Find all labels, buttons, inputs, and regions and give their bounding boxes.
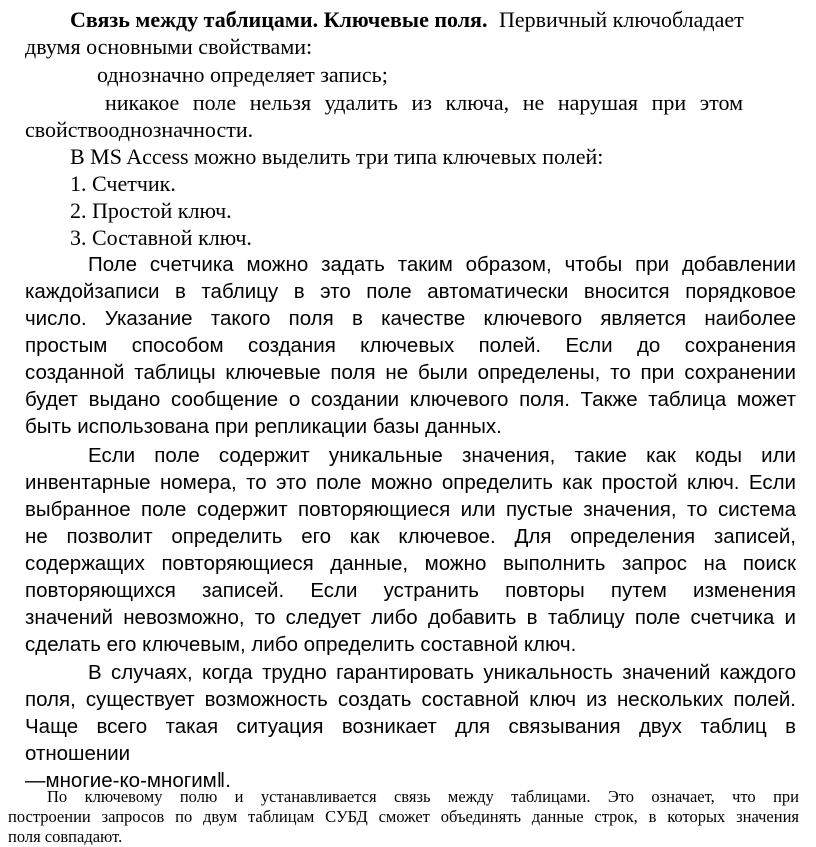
heading-rest: Первичный ключобладает <box>498 7 744 32</box>
simple-key-para-line: повторяющихся записей. Если устранить повторы путем изменения <box>25 579 796 602</box>
simple-key-para-line: сделать его ключевым, либо определить составной ключ. <box>25 633 577 656</box>
counter-para-line: будет выдано сообщение о создании ключевого поля. Также таблица может <box>25 388 796 411</box>
heading-line-1 <box>70 7 744 33</box>
counter-para-line: число. Указание такого поля в качестве ключевого является наиболее <box>25 307 796 330</box>
key-type-composite: 3. Составной ключ. <box>70 225 252 250</box>
key-type-counter: 1. Счетчик. <box>70 171 176 196</box>
simple-key-para-line: выбранное поле содержит повторяющиеся или пустые значения, то система <box>25 498 796 521</box>
heading-bold: Связь между таблицами. Ключевые поля. <box>70 7 488 32</box>
counter-para-line: Поле счетчика можно задать таким образом, чтобы при добавлении <box>88 253 796 276</box>
counter-para-line: быть использована при репликации базы данных. <box>25 415 502 438</box>
counter-para-line: простым способом создания ключевых полей. Если до сохранения <box>25 334 796 357</box>
property-1: однозначно определяет запись; <box>97 62 388 87</box>
simple-key-para-line: инвентарные номера, то это поле можно определить как простой ключ. Если <box>25 471 796 494</box>
footer-para-line: построении запросов по двум таблицам СУБД сможет объединять данные строк, в которых значения <box>8 807 799 826</box>
footer-para-line: поля совпадают. <box>8 827 123 846</box>
composite-para-line: поля, существует возможность создать составной ключ из нескольких полей. <box>25 688 796 711</box>
simple-key-para-line: значений невозможно, то следует либо добавить в таблицу поле счетчика и <box>25 606 796 629</box>
simple-key-para-line: Если поле содержит уникальные значения, такие как коды или <box>88 444 796 467</box>
simple-key-para-line: содержащих повторяющиеся данные, можно выполнить запрос на поиск <box>25 552 796 575</box>
heading-line-2: двумя основными свойствами: <box>25 34 313 59</box>
composite-para-line: В случаях, когда трудно гарантировать уникальность значений каждого <box>88 661 796 684</box>
property-2: никакое поле нельзя удалить из ключа, не нарушая при этом <box>105 90 743 115</box>
key-type-simple: 2. Простой ключ. <box>70 198 232 223</box>
composite-para-line: Чаще всего такая ситуация возникает для связывания двух таблиц в <box>25 715 796 738</box>
counter-para-line: созданной таблицы ключевые поля не были определены, то при сохранении <box>25 361 796 384</box>
property-2-cont: свойствооднозначности. <box>25 117 254 142</box>
footer-para-line: По ключевому полю и устанавливается связь между таблицами. Это означает, что при <box>47 787 799 806</box>
composite-para-line: ―многие-ко-многим‖. <box>25 769 231 792</box>
key-types-intro: В MS Access можно выделить три типа ключевых полей: <box>70 144 604 169</box>
counter-para-line: каждойзаписи в таблицу в это поле автоматически вносится порядковое <box>25 280 796 303</box>
composite-para-line: отношении <box>25 742 131 765</box>
simple-key-para-line: не позволит определить его как ключевое. Для определения записей, <box>25 525 796 548</box>
